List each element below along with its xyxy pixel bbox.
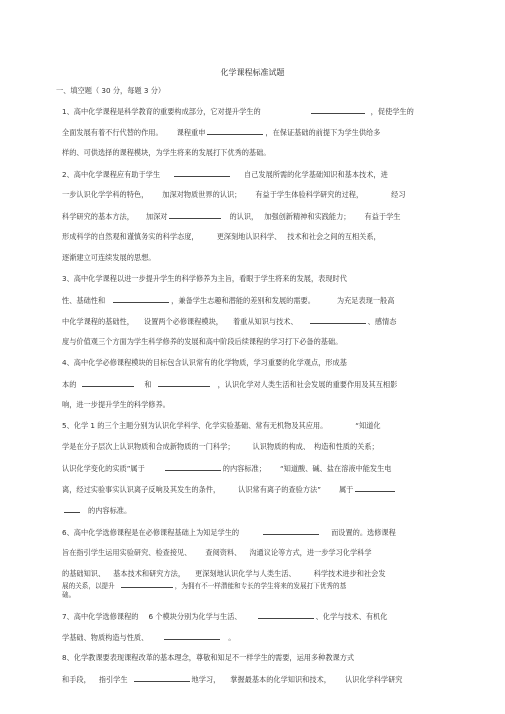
- question-8-line-1: [62, 653, 354, 663]
- text-segment: 学基础、物质构造与性质、: [62, 633, 149, 642]
- text-segment: 认识化学变化的实质”属于: [62, 464, 145, 473]
- question-2-line-3: [62, 211, 400, 222]
- text-segment: 础。: [62, 591, 76, 599]
- text-segment: 和: [144, 380, 152, 389]
- text-segment: 。: [228, 633, 236, 642]
- text-segment: 的内容标准；: [222, 464, 266, 473]
- answer-blank[interactable]: [169, 211, 221, 219]
- text-segment: 旨在指引学生运用实验研究、检查接见、: [62, 548, 192, 557]
- text-segment: 技术和社会之间的互相关系，: [287, 232, 381, 241]
- text-segment: 、化学与技术、有机化: [315, 612, 388, 621]
- text-segment: 和手段，: [62, 675, 91, 684]
- question-3-line-1: [62, 274, 347, 284]
- text-segment: 指引学生: [98, 675, 128, 684]
- answer-blank[interactable]: [134, 674, 190, 682]
- text-segment: 形成科学的自然观和谨慎务实的科学态度，: [62, 232, 199, 241]
- text-segment: 更深刻地认识化学与人类生活、: [195, 569, 296, 578]
- text-segment: 离，经过实验事实认识离子反响及其发生的条件，: [62, 485, 221, 494]
- text-segment: 逐渐建立可连续发展的思想。: [62, 253, 156, 262]
- text-segment: 4、高中化学必修课程模块的目标包含认识常有的化学物质，学习重要的化学观点，形成基: [62, 358, 347, 367]
- question-5-line-2: [62, 442, 379, 452]
- text-segment: 一步认识化学学科的特色，: [62, 190, 149, 199]
- answer-blank[interactable]: [258, 611, 314, 619]
- question-2-line-5: [62, 253, 155, 263]
- text-segment: 性、基础性和: [62, 296, 106, 305]
- text-segment: ，认识化学对人类生活和社会发展的重要作用及其互相影: [217, 380, 398, 389]
- text-segment: 2、高中化学课程应有助于学生: [62, 170, 161, 179]
- question-7-line-1: [62, 611, 387, 622]
- answer-blank[interactable]: [311, 106, 365, 114]
- text-segment: 地学习，: [191, 675, 221, 684]
- text-segment: ，促使学生的: [370, 107, 414, 116]
- text-segment: 的基础知识、: [62, 569, 106, 578]
- text-segment: 、感情态: [367, 317, 397, 326]
- text-segment: 加深对物质世界的认识；: [162, 190, 242, 199]
- text-segment: 而设置的。选修课程: [331, 528, 396, 537]
- text-segment: 中化学课程的基础性，: [62, 317, 134, 326]
- answer-blank[interactable]: [121, 580, 173, 588]
- text-segment: ，兼备学生志趣和潜能的差别和发展的需要。: [171, 296, 315, 305]
- question-3-line-4: [62, 337, 342, 347]
- text-segment: 展的关系，以提升: [62, 582, 115, 590]
- text-segment: ，为拥有不一样潜能和专长的学生将来的发展打下优秀的基: [174, 582, 347, 590]
- answer-blank[interactable]: [355, 484, 395, 492]
- text-segment: 认识物质的构成、: [252, 442, 311, 451]
- answer-blank[interactable]: [64, 505, 80, 513]
- text-segment: “知道酸、碱、盐在溶液中能发生电: [279, 464, 392, 473]
- question-8-line-2: [62, 674, 402, 685]
- question-1-line-3: [62, 148, 270, 158]
- text-segment: 科学技术进步和社会发: [313, 569, 386, 578]
- text-segment: 为充足表现一般高: [336, 296, 395, 305]
- answer-blank[interactable]: [158, 379, 210, 387]
- text-segment: 构造和性质的关系；: [314, 442, 379, 451]
- text-segment: 6、高中化学选修课程是在必修课程基础上为知足学生的: [62, 528, 240, 537]
- section-heading-text: 一、填空题（ 30 分，每题 3 分）: [56, 86, 166, 95]
- question-1-line-2: [62, 127, 380, 138]
- text-segment: 8、化学教课要表现课程改革的基本理念，尊敬和知足不一样学生的需要，运用多种教课方式: [62, 653, 355, 662]
- question-2-line-4: [62, 232, 381, 242]
- question-3-line-3: [62, 316, 396, 327]
- question-2-line-1: [62, 169, 388, 180]
- text-segment: 属于: [338, 485, 354, 494]
- answer-blank[interactable]: [310, 316, 366, 324]
- text-segment: 的内容标准。: [88, 506, 132, 515]
- text-segment: 有益于学生: [364, 212, 401, 221]
- section-heading: [56, 86, 165, 96]
- question-5-line-3: [62, 463, 391, 474]
- text-segment: 更深刻地认识科学、: [216, 232, 282, 241]
- answer-blank[interactable]: [174, 169, 230, 177]
- answer-blank[interactable]: [164, 632, 220, 640]
- question-3-line-2: [62, 295, 394, 306]
- text-segment: 认识化学科学研究: [344, 675, 403, 684]
- page-title: 化学课程标准试题: [220, 68, 285, 77]
- text-segment: 着重从知识与技术、: [232, 317, 298, 326]
- text-segment: 学是在分子层次上认识物质和合成新物质的一门科学；: [62, 442, 235, 451]
- question-7-line-2: [62, 632, 235, 643]
- text-segment: 1、高中化学课程是科学教育的重要构成部分，它对提升学生的: [62, 107, 261, 116]
- text-segment: 经习: [391, 190, 406, 199]
- text-segment: 加深对: [145, 212, 168, 221]
- text-segment: 5、化学 1 的三个主题分别为认识化学科学、化学实验基础、常有无机物及其应用。: [62, 421, 328, 430]
- question-4-line-1: [62, 358, 347, 368]
- answer-blank[interactable]: [82, 379, 134, 387]
- text-segment: 6 个模块分别为化学与生活、: [148, 612, 242, 621]
- question-5-line-1: [62, 421, 381, 431]
- question-6-line-1: [62, 527, 396, 538]
- question-6-line-3: [62, 569, 386, 579]
- question-2-line-2: [62, 190, 406, 200]
- text-segment: 查阅资料、: [205, 548, 242, 557]
- answer-blank[interactable]: [113, 295, 169, 303]
- text-segment: 掌握最基本的化学知识和技术，: [230, 675, 331, 684]
- answer-blank[interactable]: [207, 127, 263, 135]
- text-segment: 度与价值观三个方面为学生科学修养的发展和高中阶段后续课程的学习打下必备的基础。: [62, 337, 343, 346]
- text-segment: 课程重申: [176, 128, 206, 137]
- text-segment: 7、高中化学选修课程的: [62, 612, 139, 621]
- text-segment: 全面发展有着不行代替的作用。: [62, 128, 163, 137]
- question-6-line-5: [62, 590, 75, 600]
- answer-blank[interactable]: [263, 527, 319, 535]
- text-segment: 认识常有离子的查验方法”: [238, 485, 321, 494]
- text-segment: “知道化: [355, 421, 381, 430]
- question-5-line-5: [62, 505, 131, 516]
- question-6-line-4: [62, 580, 346, 591]
- text-segment: 样的、可供选择的课程模块，为学生将来的发展打下优秀的基础。: [62, 148, 271, 157]
- text-segment: 设置两个必修课程模块，: [143, 317, 223, 326]
- text-segment: 加强创新精神和实践能力；: [264, 212, 351, 221]
- question-5-line-4: [62, 484, 397, 495]
- question-4-line-3: [62, 400, 170, 410]
- text-segment: 有益于学生体验科学研究的过程，: [255, 190, 364, 199]
- text-segment: 响，进一步提升学生的科学修养。: [62, 400, 170, 409]
- text-segment: 3、高中化学课程以进一步提升学生的科学修养为主旨，看眼于学生将来的发展，表现时代: [62, 274, 347, 283]
- text-segment: 科学研究的基本方法，: [62, 212, 134, 221]
- text-segment: 沟通议论等方式，进一步学习化学科学: [249, 548, 372, 557]
- text-segment: 基本技术和研究方法，: [113, 569, 186, 578]
- question-6-line-2: [62, 548, 372, 558]
- question-1-line-1: [62, 106, 414, 117]
- text-segment: 的认识，: [229, 212, 259, 221]
- text-segment: 本的: [62, 380, 77, 389]
- text-segment: 自己发展所需的化学基础知识和基本技术，进: [244, 170, 388, 179]
- text-segment: ，在保证基础的前提下为学生供给多: [265, 128, 381, 137]
- question-4-line-2: [62, 379, 397, 390]
- answer-blank[interactable]: [165, 463, 221, 471]
